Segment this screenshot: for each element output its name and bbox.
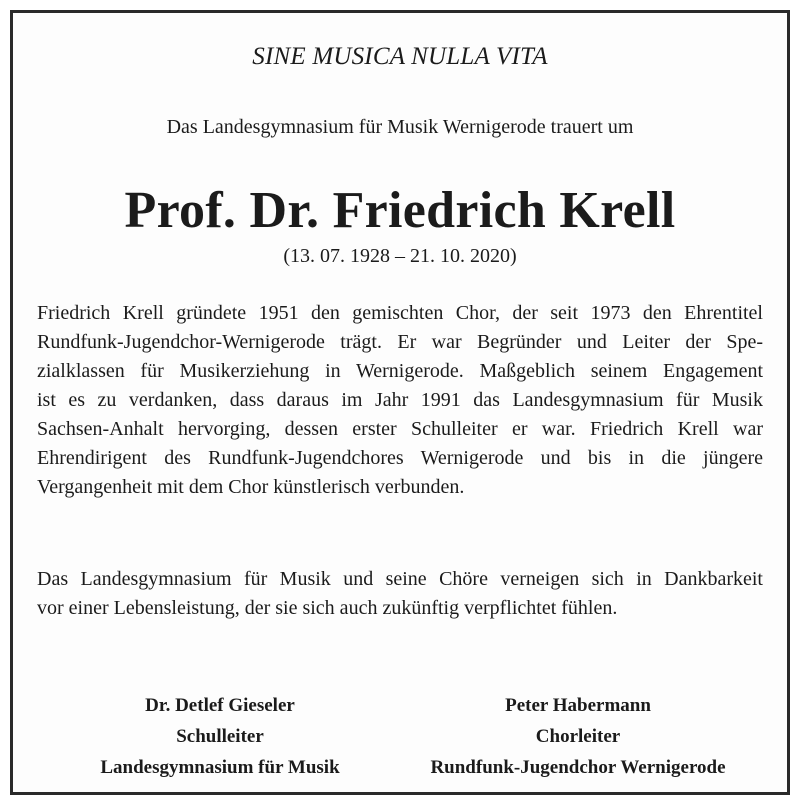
signatory-left — [65, 690, 375, 783]
intro-line: Das Landesgymnasium für Musik Wernigerode trauert um — [166, 116, 634, 138]
signatory-role: Schulleiter — [176, 726, 264, 747]
motto: SINE MUSICA NULLA VITA — [252, 43, 548, 70]
paragraph-line: vor einer Lebensleistung, der sie sich auch zukünftig verpflichtet fühlen. — [37, 597, 618, 619]
signatory-name: Dr. Detlef Gieseler — [145, 695, 295, 716]
notice-frame — [10, 10, 790, 795]
paragraph-line: Sachsen-Anhalt hervorging, dessen erster Schulleiter er war. Friedrich Krell war — [37, 418, 763, 440]
signatory-name: Peter Habermann — [505, 695, 651, 716]
signatory-role: Chorleiter — [535, 726, 621, 747]
signatory-organization: Rundfunk-Jugendchor Wernigerode — [430, 757, 726, 778]
biography-paragraph — [37, 299, 763, 502]
life-dates: (13. 07. 1928 – 21. 10. 2020) — [283, 245, 517, 267]
paragraph-line: zialklassen für Musikerziehung in Wernigerode. Maßgeblich seinem Engagement — [37, 360, 763, 382]
paragraph-line: Friedrich Krell gründete 1951 den gemischten Chor, der seit 1973 den Ehrentitel — [37, 302, 763, 324]
paragraph-line: Vergangenheit mit dem Chor künstlerisch verbunden. — [37, 476, 465, 498]
signatory-organization: Landesgymnasium für Musik — [100, 757, 340, 778]
paragraph-line: Das Landesgymnasium für Musik und seine Chöre verneigen sich in Dankbarkeit — [37, 568, 763, 590]
signature-block — [13, 690, 787, 783]
paragraph-line: Ehrendirigent des Rundfunk-Jugendchores Wernigerode und bis in die jüngere — [37, 447, 763, 469]
paragraph-line: Rundfunk-Jugendchor-Wernigerode trägt. Er war Begründer und Leiter der Spe- — [37, 331, 763, 353]
deceased-name: Prof. Dr. Friedrich Krell — [124, 182, 676, 239]
signatory-right — [393, 690, 763, 783]
gratitude-paragraph — [37, 565, 763, 623]
paragraph-line: ist es zu verdanken, dass daraus im Jahr 1991 das Landesgymnasium für Musik — [37, 389, 763, 411]
